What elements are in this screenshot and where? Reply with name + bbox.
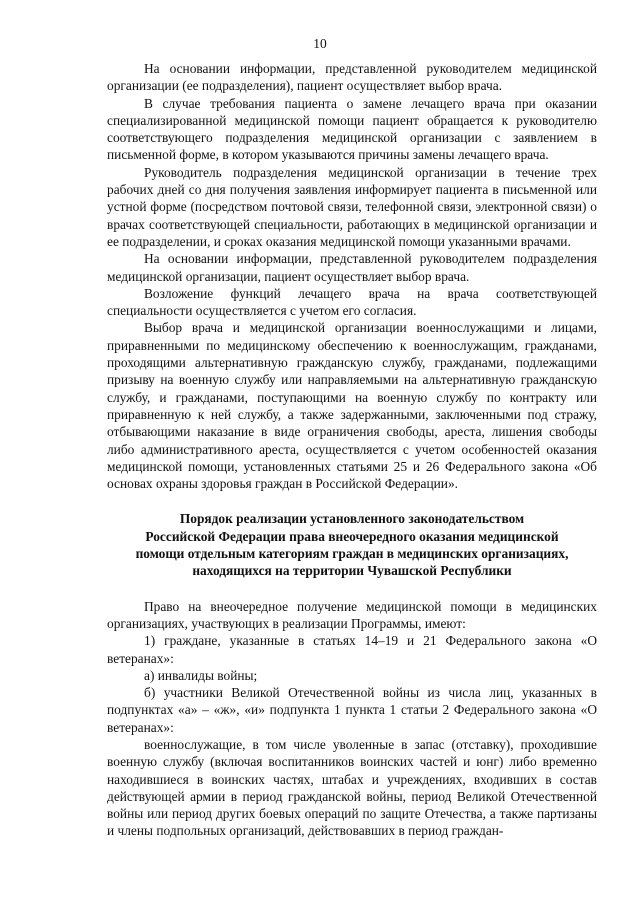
section-heading-line: Порядок реализации установленного законодательством bbox=[179, 511, 525, 527]
section-heading-line: помощи отдельным категориям граждан в медицинских организациях, bbox=[135, 546, 569, 562]
paragraph-doctor-choice-by-info: На основании информации, представленной руководителем медицинской организации (ее подразделения), пациент осуществляет выбор врача. bbox=[107, 61, 597, 94]
paragraph-military-choice: Выбор врача и медицинской организации военнослужащими и лицами, приравненными по медицинскому обеспечению к военнослужащим, гражданами, проходящими альтернативную гражданскую службу, гражданами, подлежащими призыву на военную службу или направляемыми на альтернативную гражданскую службу, и гражданами, поступающими на военную службу по контракту или приравненную к ней службу, а также задержанными, заключенными под стражу, отбывающими наказание в виде ограничения свободы, ареста, лишения свободы либо административного ареста, осуществляется с учетом особенностей оказания медицинской помощи, установленных статьями 25 и 26 Федерального закона «Об основах охраны здоровья граждан в Российской Федерации». bbox=[107, 320, 597, 492]
section-heading-line: Российской Федерации права внеочередного оказания медицинской bbox=[145, 528, 559, 544]
list-item-war-invalids: а) инвалиды войны; bbox=[144, 667, 258, 683]
paragraph-servicemen-description: военнослужащие, в том числе уволенные в запас (отставку), проходившие военную службу (включая воспитанников воинских частей и юнг) либо временно находившиеся в воинских частях, штабах и учреждениях, входивших в состав действующей армии в период гражданской войны, период Великой Отечественной войны или период других боевых операций по защите Отечества, а также партизаны и члены подпольных организаций, действовавших в период граждан- bbox=[107, 736, 597, 839]
paragraph-priority-right-intro: Право на внеочередное получение медицинской помощи в медицинских организациях, участвующих в реализации Программы, имеют: bbox=[107, 598, 597, 631]
list-item-ww2-participants: б) участники Великой Отечественной войны из числа лиц, указанных в подпунктах «а» – «ж», «и» подпункта 1 пункта 1 статьи 2 Федерального закона «О ветеранах»: bbox=[107, 685, 597, 735]
section-heading-line: находящихся на территории Чувашской Республики bbox=[192, 563, 512, 579]
paragraph-attending-doctor-consent: Возложение функций лечащего врача на врача соответствующей специальности осуществляется с учетом его согласия. bbox=[107, 285, 597, 319]
document-body bbox=[107, 60, 597, 840]
list-item-veterans-law-citizens: 1) граждане, указанные в статьях 14–19 и 21 Федерального закона «О ветеранах»: bbox=[107, 633, 597, 666]
paragraph-doctor-replacement-request: В случае требования пациента о замене лечащего врача при оказании специализированной медицинской помощи пациент обращается к руководителю соответствующего подразделения медицинской организации с заявлением в письменной форме, в котором указываются причины замены лечащего врача. bbox=[107, 95, 597, 163]
section-heading bbox=[107, 510, 597, 579]
page-number: 10 bbox=[313, 36, 327, 51]
paragraph-choice-by-division-info: На основании информации, представленной руководителем подразделения медицинской организации, пациент осуществляет выбор врача. bbox=[107, 251, 597, 284]
paragraph-head-informs-patient: Руководитель подразделения медицинской организации в течение трех рабочих дней со дня получения заявления информирует пациента в письменной или устной форме (посредством почтовой связи, телефонной связи, электронной связи) о врачах соответствующей специальности, работающих в медицинской организации и ее подразделении, и сроках оказания медицинской помощи указанными врачами. bbox=[107, 164, 597, 249]
